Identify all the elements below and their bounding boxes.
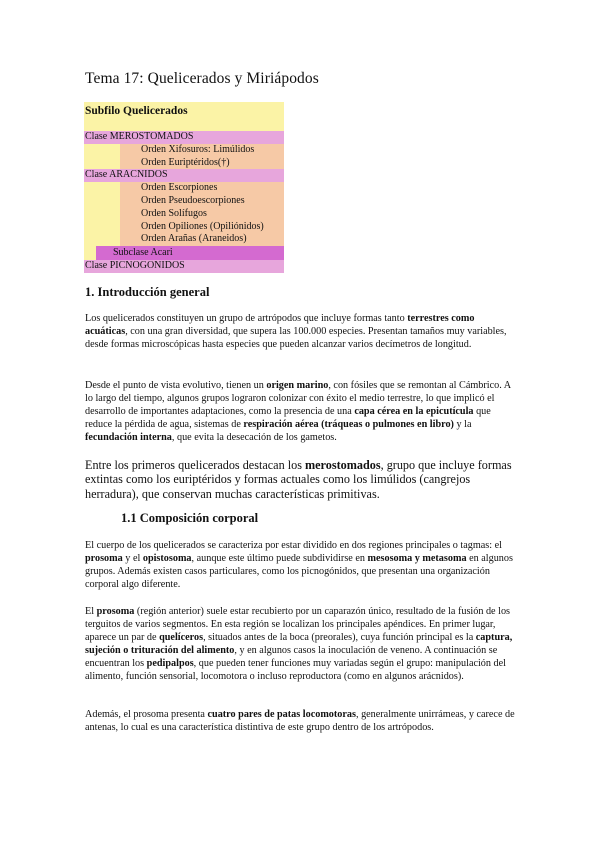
paragraph-intro-2 [85, 380, 515, 445]
bold-term: pedipalpos [146, 657, 194, 669]
paragraph-intro-1 [85, 313, 515, 352]
bold-term: prosoma [85, 552, 123, 564]
text-run: , aunque este último puede subdividirse en [191, 552, 368, 564]
text-run: , que pueden tener funciones muy variadas según el grupo: manipulación del alimento, función sensorial, locomotora o incluso reproductora (como en algunos arácnidos). [85, 657, 506, 682]
taxonomy-clase-row: Clase ARACNIDOS [84, 169, 284, 182]
taxonomy-orden-row: Orden Xifosuros: Limúlidos [84, 144, 284, 157]
text-run: El [85, 606, 97, 617]
bold-term: respiración aérea (tráqueas o pulmones en libro) [243, 418, 454, 430]
text-run: Además, el prosoma presenta [85, 709, 208, 720]
bold-term: terrestres como acuáticas [85, 313, 475, 337]
bold-term: capa cérea en la epicutícula [354, 405, 474, 417]
taxonomy-subclase-row: Subclase Acari [84, 246, 284, 260]
text-run: , generalmente unirrámeas, y carece de antenas, lo cual es una característica distintiva de este grupo dentro de los artrópodos. [85, 709, 515, 733]
text-run: El cuerpo de los quelicerados se caracteriza por estar dividido en dos regiones principales o tagmas: el [85, 540, 502, 551]
taxonomy-orden-row: Orden Opiliones (Opiliónidos) [84, 221, 284, 234]
document-title: Tema 17: Quelicerados y Miriápodos [85, 70, 319, 87]
text-run: Entre los primeros quelicerados destacan los [85, 458, 305, 472]
bold-term: merostomados [304, 458, 381, 472]
taxonomy-clase-row: Clase MEROSTOMADOS [84, 131, 284, 144]
taxonomy-orden-row: Orden Pseudoescorpiones [84, 195, 284, 208]
text-run: , situados antes de la boca (preorales), cuya función principal es la [203, 631, 476, 643]
taxonomy-table [84, 102, 284, 273]
bold-term: cuatro pares de patas locomotoras [207, 709, 356, 720]
taxonomy-orden-row: Orden Arañas (Araneidos) [84, 233, 284, 246]
text-run: , y en algunos casos la inoculación de veneno. A continuación se encuentran los [85, 644, 498, 669]
paragraph-composicion-2 [85, 606, 515, 683]
taxonomy-clase-row: Clase PICNOGONIDOS [84, 260, 284, 273]
paragraph-composicion-1 [85, 540, 515, 592]
text-run: y el [122, 552, 143, 564]
subsection-heading-composicion: 1.1 Composición corporal [121, 511, 259, 525]
bold-term: fecundación interna [85, 431, 172, 443]
bold-term: quelíceros [159, 631, 204, 643]
bold-term: origen marino [266, 380, 329, 391]
text-run: , con una gran diversidad, que supera las 100.000 especies. Presentan tamaños muy variables, desde formas microscópicas hasta especies que pueden alcanzar varios decímetros de longitud. [85, 325, 507, 350]
paragraph-composicion-3 [85, 709, 515, 735]
text-run: (región anterior) suele estar recubierto por un caparazón único, resultado de la fusión de los terguitos de varios segmentos. En esta región se localizan los principales apéndices. En primer lugar, aparece un par de [85, 606, 511, 643]
text-run: Desde el punto de vista evolutivo, tienen un [85, 380, 267, 391]
text-run: , con fósiles que se remontan al Cámbrico. A lo largo del tiempo, algunos grupos lograron colonizar con éxito el medio terrestre, lo que implicó el desarrollo de importantes adaptaciones, como la presencia de una [85, 380, 511, 417]
bold-term: mesosoma y metasoma [367, 552, 467, 564]
text-run: en algunos grupos. Además existen casos particulares, como los picnogónidos, que presentan una organización corporal algo diferente. [85, 552, 513, 590]
paragraph-intro-3 [85, 458, 525, 501]
taxonomy-orden-row: Orden Euriptéridos(†) [84, 157, 284, 170]
taxonomy-orden-row: Orden Escorpiones [84, 182, 284, 195]
taxonomy-orden-row: Orden Solífugos [84, 208, 284, 221]
text-run: y la [453, 418, 472, 430]
text-run: que reduce la pérdida de agua, sistemas de [85, 405, 491, 430]
taxonomy-subphylum: Subfilo Quelicerados [84, 102, 284, 131]
text-run: , que evita la desecación de los gametos. [171, 431, 337, 443]
bold-term: prosoma [96, 606, 135, 617]
text-run: Los quelicerados constituyen un grupo de artrópodos que incluye formas tanto [85, 313, 408, 324]
bold-term: opistosoma [142, 552, 192, 564]
bold-term: captura, sujeción o trituración del alimento [85, 631, 513, 656]
section-heading-introduccion: 1. Introducción general [85, 285, 210, 299]
text-run: , grupo que incluye formas extintas como los euriptéridos y formas actuales como los limúlidos (cangrejos herradura), que conservan muchas características primitivas. [85, 458, 512, 501]
